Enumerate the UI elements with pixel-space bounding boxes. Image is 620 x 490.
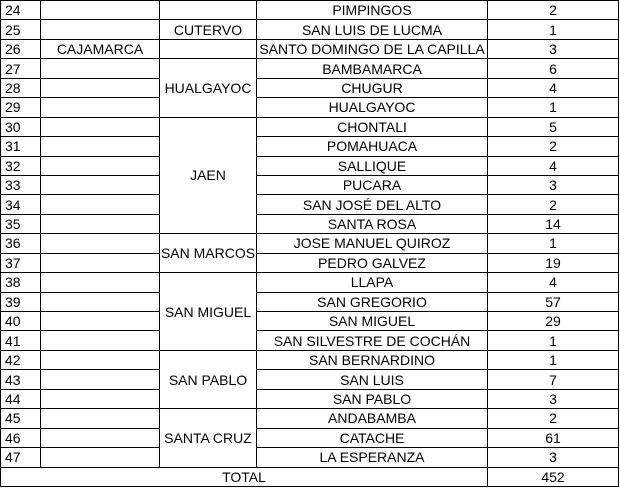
case-count: 5 xyxy=(488,117,619,136)
table-row xyxy=(1,350,619,369)
row-number: 46 xyxy=(1,428,41,447)
total-label: TOTAL xyxy=(1,467,488,486)
district-name: SAN PABLO xyxy=(257,389,488,408)
region-cell xyxy=(41,273,160,292)
case-count: 7 xyxy=(488,370,619,389)
table-row xyxy=(1,39,619,58)
table-row xyxy=(1,273,619,292)
table-row xyxy=(1,331,619,350)
row-number: 31 xyxy=(1,137,41,156)
case-count: 1 xyxy=(488,20,619,39)
case-count: 29 xyxy=(488,312,619,331)
district-name: SANTO DOMINGO DE LA CAPILLA xyxy=(257,39,488,58)
district-name: SAN LUIS xyxy=(257,370,488,389)
region-cell xyxy=(41,409,160,428)
case-count: 4 xyxy=(488,156,619,175)
district-name: PUCARA xyxy=(257,175,488,194)
region-cell xyxy=(41,59,160,78)
province-cell xyxy=(160,1,257,20)
table-row xyxy=(1,175,619,194)
region-cell xyxy=(41,1,160,20)
district-name: LLAPA xyxy=(257,273,488,292)
province-san-pablo: SAN PABLO xyxy=(160,350,257,408)
region-cell xyxy=(41,389,160,408)
row-number: 25 xyxy=(1,20,41,39)
table-row xyxy=(1,312,619,331)
row-number: 47 xyxy=(1,448,41,467)
row-number: 27 xyxy=(1,59,41,78)
region-cell xyxy=(41,195,160,214)
row-number: 41 xyxy=(1,331,41,350)
table-row xyxy=(1,195,619,214)
case-count: 57 xyxy=(488,292,619,311)
district-name: PEDRO GALVEZ xyxy=(257,253,488,272)
region-cell xyxy=(41,312,160,331)
case-count: 61 xyxy=(488,428,619,447)
row-number: 32 xyxy=(1,156,41,175)
case-count: 2 xyxy=(488,1,619,20)
region-cell xyxy=(41,234,160,253)
row-number: 40 xyxy=(1,312,41,331)
row-number: 43 xyxy=(1,370,41,389)
case-count: 2 xyxy=(488,195,619,214)
region-cell xyxy=(41,214,160,233)
table-row xyxy=(1,409,619,428)
province-san-miguel: SAN MIGUEL xyxy=(160,273,257,351)
province-jaen: JAEN xyxy=(160,117,257,234)
table-row xyxy=(1,78,619,97)
row-number: 26 xyxy=(1,39,41,58)
district-name: ANDABAMBA xyxy=(257,409,488,428)
case-count: 1 xyxy=(488,98,619,117)
table-row xyxy=(1,370,619,389)
table-row xyxy=(1,137,619,156)
row-number: 37 xyxy=(1,253,41,272)
region-cell xyxy=(41,331,160,350)
district-name: LA ESPERANZA xyxy=(257,448,488,467)
region-cell xyxy=(41,78,160,97)
region-cell xyxy=(41,175,160,194)
case-count: 1 xyxy=(488,234,619,253)
district-name: CHONTALI xyxy=(257,117,488,136)
region-cell xyxy=(41,137,160,156)
row-number: 39 xyxy=(1,292,41,311)
district-name: SANTA ROSA xyxy=(257,214,488,233)
case-count: 4 xyxy=(488,273,619,292)
table-row xyxy=(1,292,619,311)
region-cell xyxy=(41,350,160,369)
district-name: BAMBAMARCA xyxy=(257,59,488,78)
case-count: 3 xyxy=(488,175,619,194)
district-name: SAN LUIS DE LUCMA xyxy=(257,20,488,39)
district-name: SAN BERNARDINO xyxy=(257,350,488,369)
table-row xyxy=(1,234,619,253)
row-number: 36 xyxy=(1,234,41,253)
case-count: 2 xyxy=(488,137,619,156)
table-row xyxy=(1,98,619,117)
row-number: 29 xyxy=(1,98,41,117)
district-name: HUALGAYOC xyxy=(257,98,488,117)
case-count: 14 xyxy=(488,214,619,233)
region-cajamarca: CAJAMARCA xyxy=(41,39,160,58)
region-cell xyxy=(41,253,160,272)
row-number: 33 xyxy=(1,175,41,194)
district-name: PIMPINGOS xyxy=(257,1,488,20)
table-row xyxy=(1,253,619,272)
table-row xyxy=(1,214,619,233)
province-cutervo: CUTERVO xyxy=(160,20,257,39)
case-count: 6 xyxy=(488,59,619,78)
region-cell xyxy=(41,448,160,467)
case-count: 3 xyxy=(488,389,619,408)
district-name: CATACHE xyxy=(257,428,488,447)
district-name: SAN MIGUEL xyxy=(257,312,488,331)
province-hualgayoc: HUALGAYOC xyxy=(160,59,257,117)
province-santa-cruz: SANTA CRUZ xyxy=(160,409,257,467)
region-cell xyxy=(41,370,160,389)
table-row xyxy=(1,156,619,175)
region-cell xyxy=(41,292,160,311)
table-row xyxy=(1,117,619,136)
district-name: POMAHUACA xyxy=(257,137,488,156)
row-number: 38 xyxy=(1,273,41,292)
case-count: 2 xyxy=(488,409,619,428)
table-row xyxy=(1,389,619,408)
row-number: 35 xyxy=(1,214,41,233)
table-row xyxy=(1,59,619,78)
row-number: 44 xyxy=(1,389,41,408)
case-count: 19 xyxy=(488,253,619,272)
district-name: SAN GREGORIO xyxy=(257,292,488,311)
district-name: SALLIQUE xyxy=(257,156,488,175)
case-count: 1 xyxy=(488,350,619,369)
region-cell xyxy=(41,428,160,447)
case-count: 4 xyxy=(488,78,619,97)
table-row xyxy=(1,1,619,20)
district-name: CHUGUR xyxy=(257,78,488,97)
row-number: 42 xyxy=(1,350,41,369)
row-number: 30 xyxy=(1,117,41,136)
region-cell xyxy=(41,156,160,175)
table-row xyxy=(1,448,619,467)
table-row xyxy=(1,428,619,447)
case-count: 1 xyxy=(488,331,619,350)
table-row xyxy=(1,20,619,39)
total-value: 452 xyxy=(488,467,619,486)
region-cell xyxy=(41,20,160,39)
case-count: 3 xyxy=(488,39,619,58)
row-number: 45 xyxy=(1,409,41,428)
row-number: 28 xyxy=(1,78,41,97)
district-name: SAN JOSÉ DEL ALTO xyxy=(257,195,488,214)
province-san-marcos: SAN MARCOS xyxy=(160,234,257,273)
region-cell xyxy=(41,98,160,117)
province-cell xyxy=(160,39,257,58)
district-name: SAN SILVESTRE DE COCHÁN xyxy=(257,331,488,350)
total-row xyxy=(1,467,619,486)
case-count: 3 xyxy=(488,448,619,467)
district-name: JOSE MANUEL QUIROZ xyxy=(257,234,488,253)
row-number: 34 xyxy=(1,195,41,214)
row-number: 24 xyxy=(1,1,41,20)
region-cell xyxy=(41,117,160,136)
